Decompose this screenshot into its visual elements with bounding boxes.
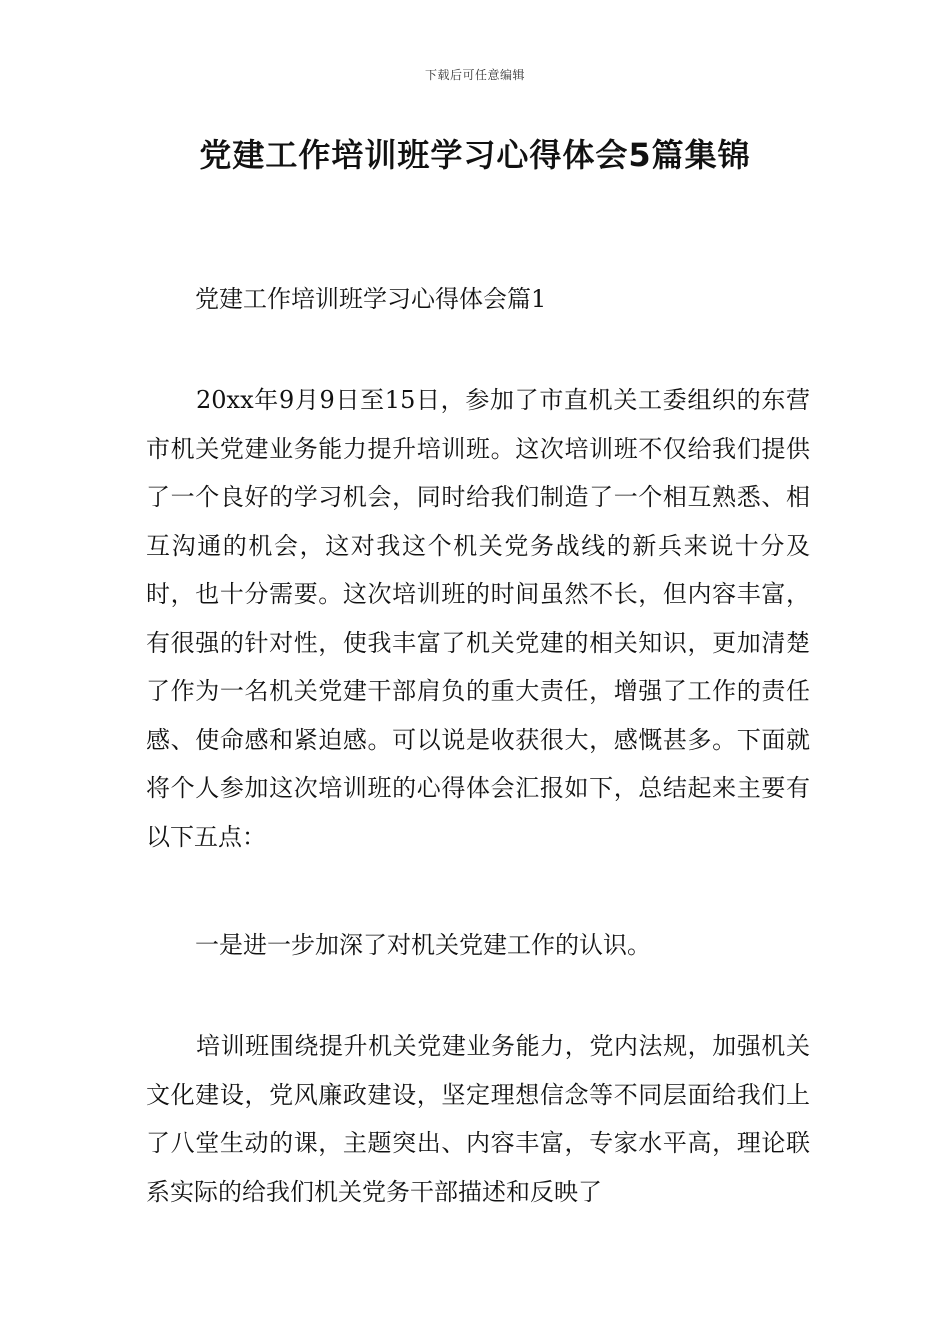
document-title: 党建工作培训班学习心得体会5篇集锦 bbox=[199, 136, 751, 174]
section-heading: 一是进一步加深了对机关党建工作的认识。 bbox=[195, 931, 651, 959]
body-paragraph: 20xx年9月9日至15日，参加了市直机关工委组织的东营市机关党建业务能力提升培训班。这次培训班不仅给我们提供了一个良好的学习机会，同时给我们制造了一个相互熟悉、相互沟通的机会，这对我这个机关党务战线的新兵来说十分及时，也十分需要。这次培训班的时间虽然不长，但内容丰富，有很强的针对性，使我丰富了机关党建的相关知识，更加清楚了作为一名机关党建干部肩负的重大责任，增强了工作的责任感、使命感和紧迫感。可以说是收获很大，感慨甚多。下面就将个人参加这次培训班的心得体会汇报如下，总结起来主要有以下五点： bbox=[146, 386, 810, 851]
header-note: 下载后可任意编辑 bbox=[424, 68, 525, 82]
section-heading: 党建工作培训班学习心得体会篇1 bbox=[195, 285, 547, 313]
body-paragraph: 培训班围绕提升机关党建业务能力，党内法规，加强机关文化建设，党风廉政建设，坚定理想信念等不同层面给我们上了八堂生动的课，主题突出、内容丰富，专家水平高，理论联系实际的给我们机关党务干部描述和反映了 bbox=[146, 1032, 810, 1206]
